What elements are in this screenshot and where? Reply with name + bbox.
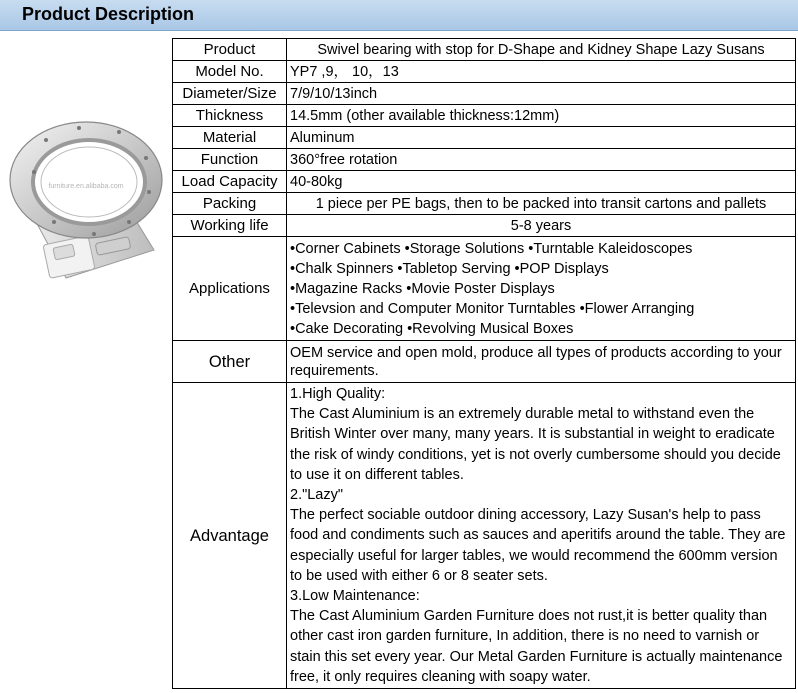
page-title: Product Description [22,4,195,24]
value-diameter: 7/9/10/13inch [287,83,796,105]
product-photo [4,100,170,290]
value-advantage [287,383,796,689]
label-load: Load Capacity [173,171,287,193]
application-line: •Chalk Spinners •Tabletop Serving •POP Displays [290,260,609,277]
application-line: •Corner Cabinets •Storage Solutions •Turntable Kaleidoscopes [290,240,693,257]
row-load [173,171,796,193]
value-model: YP7 ,9， 10，13 [287,61,796,83]
label-advantage: Advantage [173,383,287,689]
row-working-life [173,215,796,237]
svg-text:furniture.en.alibaba.com: furniture.en.alibaba.com [48,183,124,190]
header-banner [0,0,798,31]
value-other: OEM service and open mold, produce all types of products according to your requirements. [287,341,796,383]
advantage-text: The Cast Aluminium Garden Furniture does not rust,it is better quality than other cast iron garden furniture, In addition, there is no need to varnish or stain this set every year. Our Metal Garden Furniture is actually maintenance free, it only requires cleaning with soapy water. [290,608,783,685]
application-line: •Cake Decorating •Revolving Musical Boxes [290,320,574,337]
application-line: •Magazine Racks •Movie Poster Displays [290,280,555,297]
advantage-heading: 1.High Quality: [290,386,386,402]
row-other [173,341,796,383]
label-working-life: Working life [173,215,287,237]
advantage-text: The Cast Aluminium is an extremely durable metal to withstand even the British Winter over many, many years. It is substantial in weight to eradicate the risk of windy conditions, yet is not overly cumbersome should you decide to use it on different tables. [290,406,781,483]
value-material: Aluminum [287,127,796,149]
value-working-life: 5-8 years [287,215,796,237]
label-material: Material [173,127,287,149]
value-applications [287,237,796,341]
row-packing [173,193,796,215]
advantage-heading: 3.Low Maintenance: [290,588,420,605]
label-model: Model No. [173,61,287,83]
row-material [173,127,796,149]
value-thickness: 14.5mm (other available thickness:12mm) [287,105,796,127]
application-line: •Televsion and Computer Monitor Turntables •Flower Arranging [290,300,695,317]
label-function: Function [173,149,287,171]
label-product: Product [173,39,287,61]
row-applications [173,237,796,341]
advantage-heading: 2."Lazy" [290,487,344,504]
value-function: 360°free rotation [287,149,796,171]
value-packing: 1 piece per PE bags, then to be packed into transit cartons and pallets [287,193,796,215]
row-product [173,39,796,61]
label-other: Other [173,341,287,383]
row-model [173,61,796,83]
spec-table [172,38,796,689]
row-advantage [173,383,796,689]
advantage-text: The perfect sociable outdoor dining accessory, Lazy Susan's help to pass food and condiments such as sauces and aperitifs around the table. They are especially useful for larger tables, we would recommend the 600mm version to be used with either 6 or 8 seater sets. [290,507,786,584]
value-product: Swivel bearing with stop for D-Shape and Kidney Shape Lazy Susans [287,39,796,61]
value-load: 40-80kg [287,171,796,193]
label-thickness: Thickness [173,105,287,127]
row-thickness [173,105,796,127]
label-diameter: Diameter/Size [173,83,287,105]
label-packing: Packing [173,193,287,215]
row-function [173,149,796,171]
label-applications: Applications [173,237,287,341]
row-diameter [173,83,796,105]
